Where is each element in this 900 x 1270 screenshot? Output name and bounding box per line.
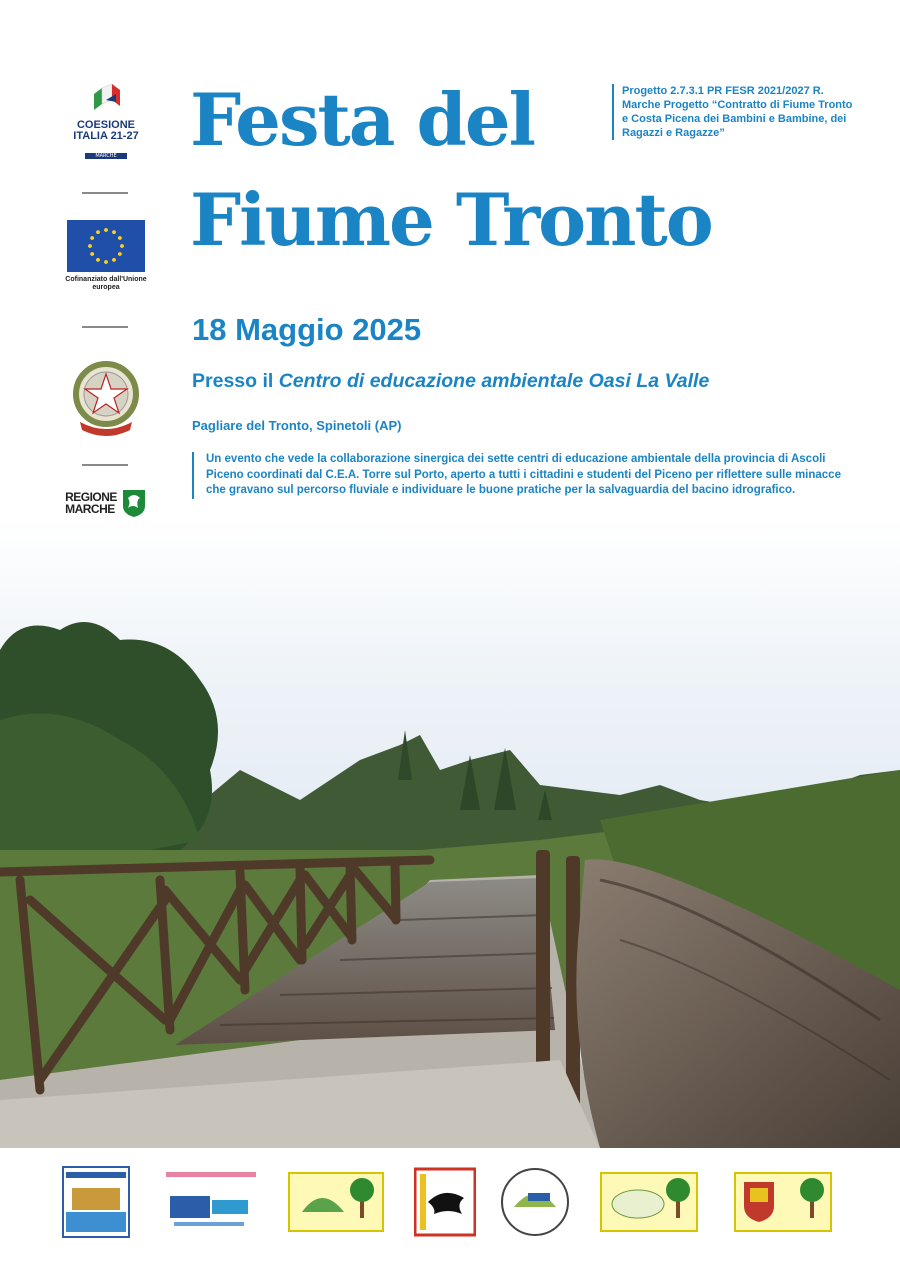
- project-reference: Progetto 2.7.3.1 PR FESR 2021/2027 R. Marche Progetto “Contratto di Fiume Tronto e Costa Picena dei Bambini e Bambine, dei Ragazzi e Ragazze”: [612, 84, 858, 140]
- eu-star: [96, 258, 100, 262]
- logo-divider: [82, 326, 128, 328]
- eu-star: [112, 258, 116, 262]
- logo-divider: [82, 464, 128, 466]
- event-description: Un evento che vede la collaborazione sinergica dei sette centri di educazione ambientale della provincia di Ascoli Piceno coordinati dal C.E.A. Torre sul Porto, aperto a tutti i cittadini e studenti del Piceno per riflettere sulle minacce che gravano sul percorso fluviale e individuare le buone pratiche per la salvaguardia del bacino idrografico.: [192, 452, 846, 499]
- venue-prefix: Presso il: [192, 370, 279, 392]
- eu-star: [104, 260, 108, 264]
- event-venue: [192, 370, 709, 393]
- coesione-text-1: COESIONE: [76, 119, 136, 131]
- black-bird-emblem-logo: [414, 1166, 476, 1238]
- coesione-region: MARCHE: [85, 153, 126, 159]
- regione-text-2: MARCHE: [65, 502, 115, 516]
- eu-star: [88, 244, 92, 248]
- cea-torre-sul-porto-logo: [62, 1166, 130, 1238]
- partner-logo-strip: [0, 1160, 900, 1248]
- oasi-la-valle-logo: [500, 1166, 570, 1238]
- regione-shield-icon: [121, 488, 147, 518]
- title-line-1: Festa del: [190, 77, 535, 162]
- italian-republic-emblem: [58, 360, 154, 440]
- centro-ambientale-logo: [288, 1166, 384, 1238]
- eu-cofunded-logo: [58, 220, 154, 305]
- eu-flag-icon: [67, 220, 145, 272]
- eu-star: [120, 244, 124, 248]
- logo-divider: [82, 192, 128, 194]
- eu-star: [118, 236, 122, 240]
- eu-star: [112, 230, 116, 234]
- event-date: 18 Maggio 2025: [192, 312, 422, 347]
- comune-coat-of-arms-cea-logo: [734, 1166, 832, 1238]
- partners-in-service-cea-logo: [164, 1166, 258, 1238]
- eu-stars: [67, 220, 145, 272]
- coesione-text-2: ITALIA 21-27: [73, 130, 139, 142]
- eu-star: [90, 252, 94, 256]
- footbridge-photo: [0, 520, 900, 1148]
- coesione-italia-logo: [58, 80, 154, 165]
- event-location: Pagliare del Tronto, Spinetoli (AP): [192, 418, 402, 433]
- eu-star: [118, 252, 122, 256]
- eu-star: [90, 236, 94, 240]
- la-gioiosa-cea-logo: [600, 1166, 698, 1238]
- republic-star-icon: [70, 360, 142, 436]
- coesione-arrow-icon: [86, 80, 126, 116]
- eu-star: [104, 228, 108, 232]
- title-line-2: Fiume Tronto: [190, 177, 712, 262]
- eu-caption: Cofinanziato dall'Unione europea: [65, 276, 147, 291]
- eu-star: [96, 230, 100, 234]
- venue-name: Centro di educazione ambientale Oasi La Valle: [278, 370, 710, 392]
- regione-text-1: REGIONE: [65, 490, 117, 504]
